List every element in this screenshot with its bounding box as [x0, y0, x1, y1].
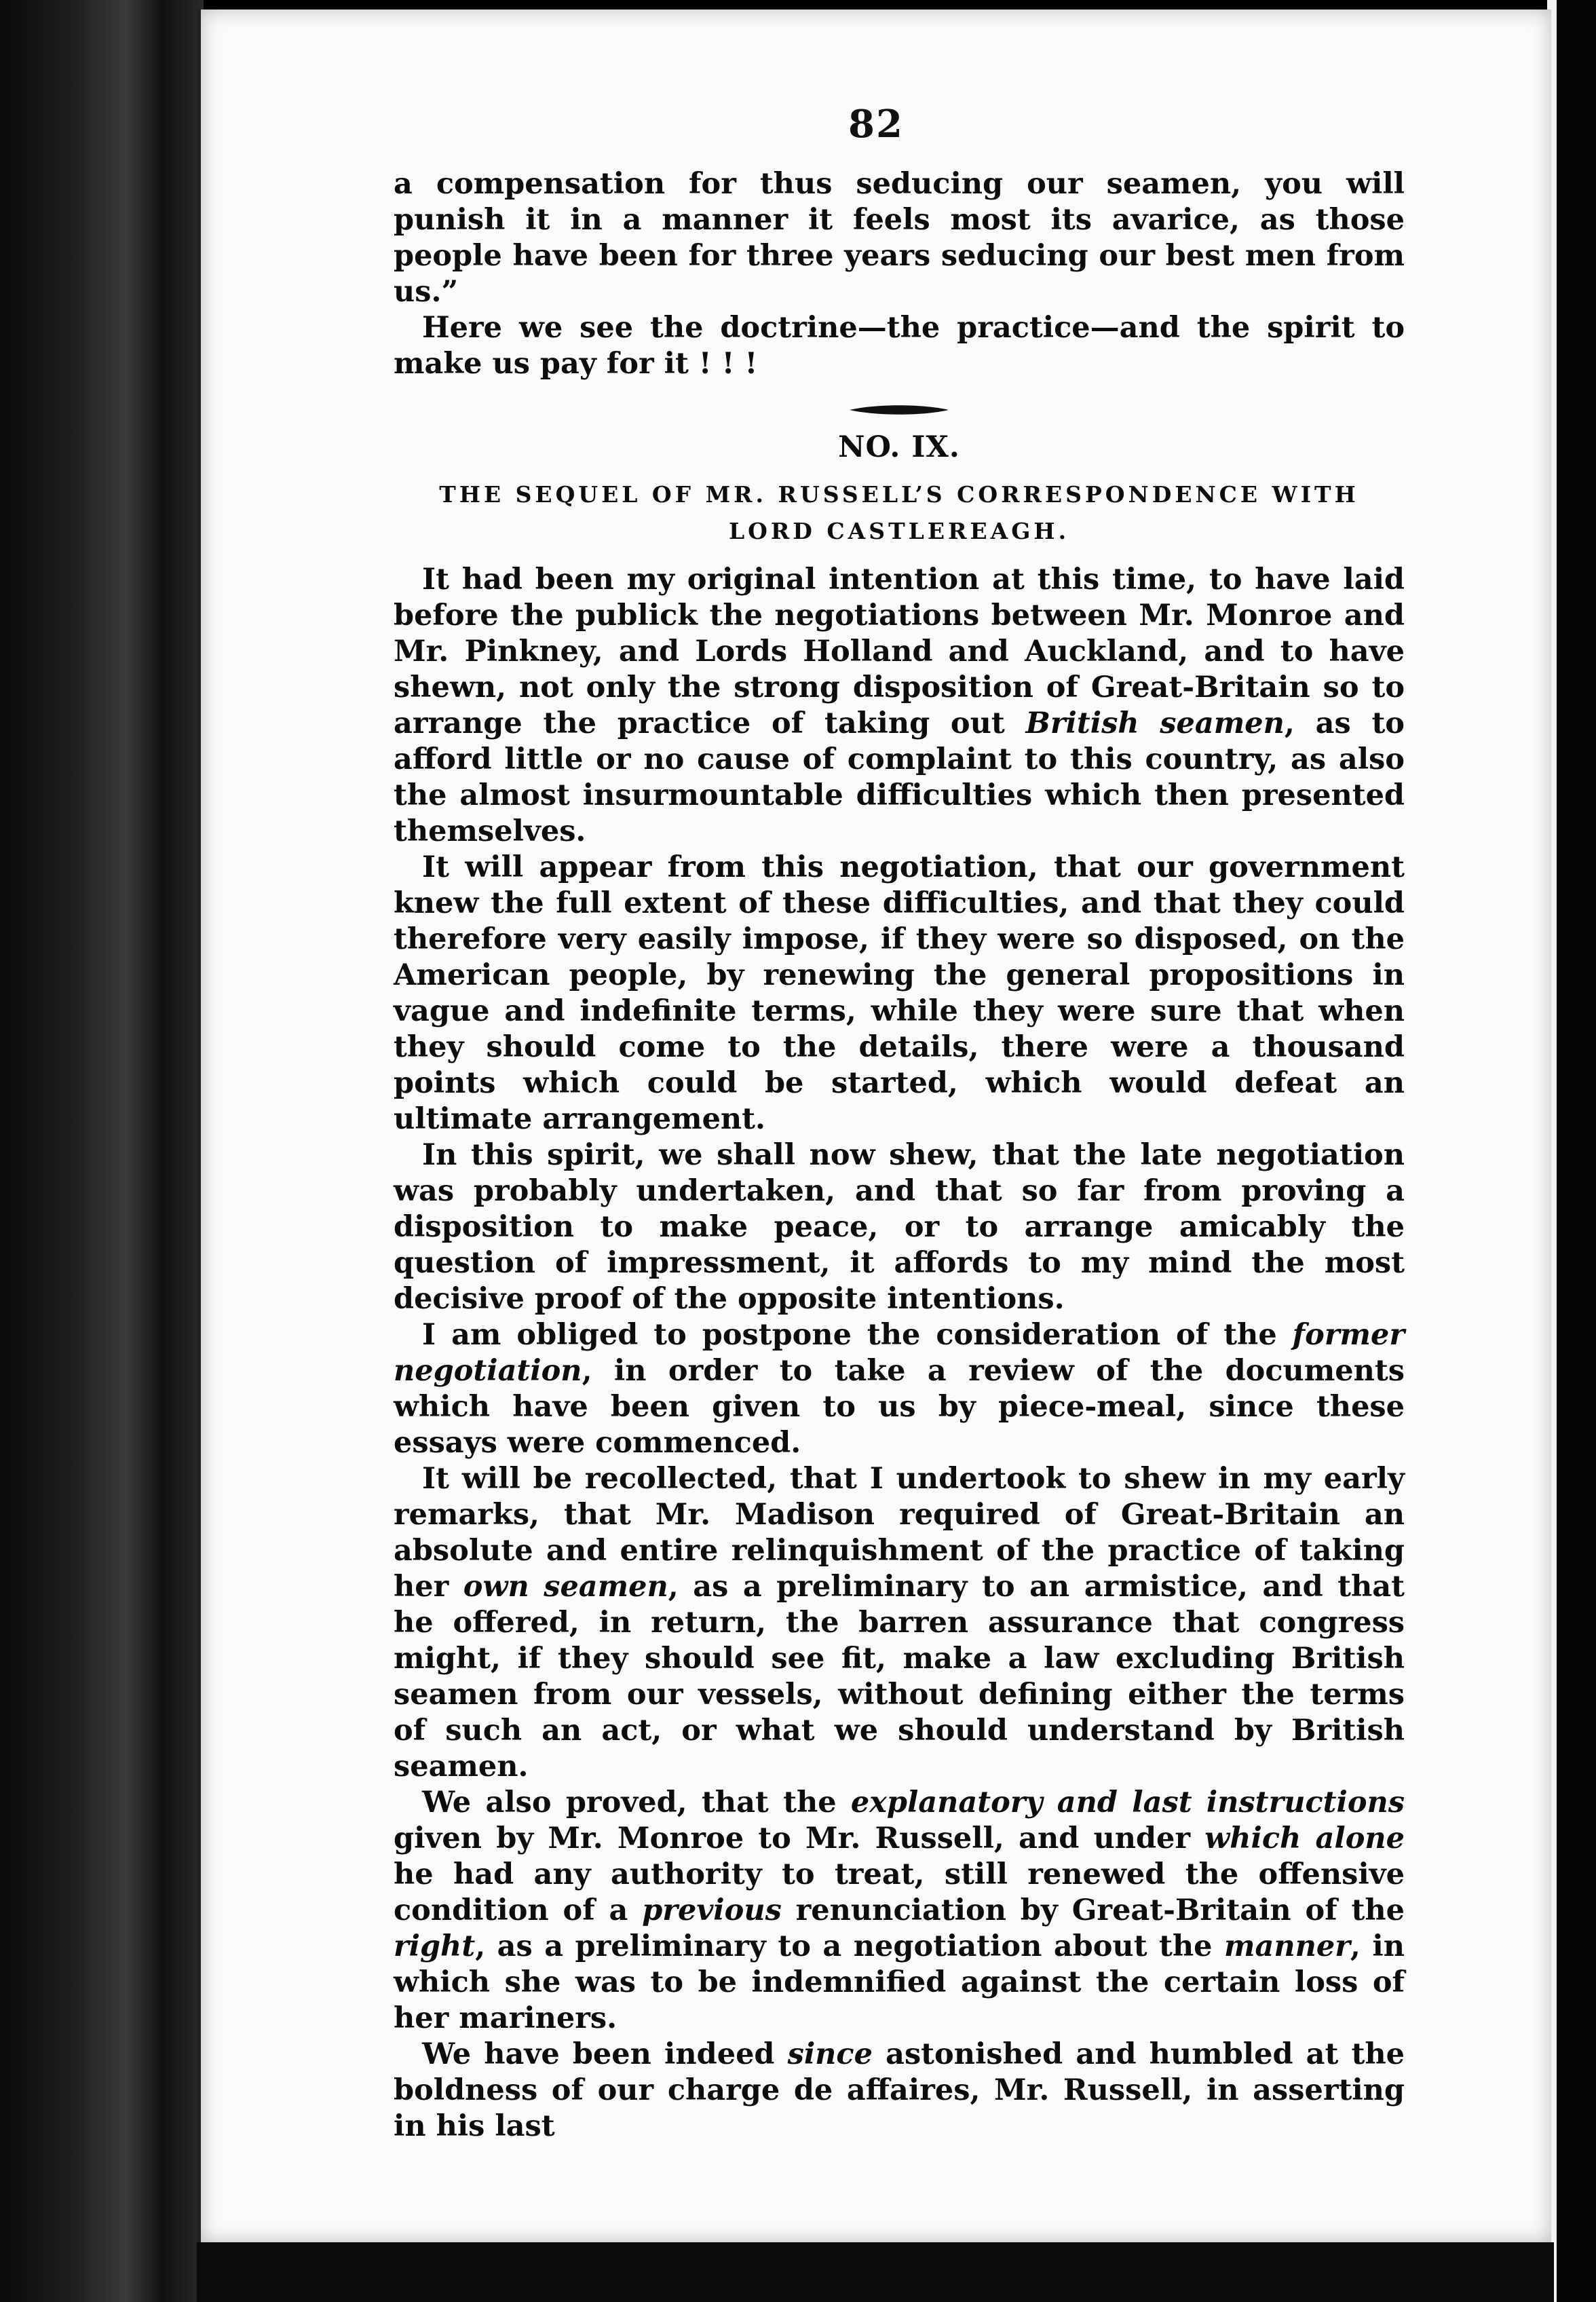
page-text: [394, 166, 1405, 2145]
section-divider-ornament: [848, 402, 950, 417]
paragraph-4: I am obliged to postpone the consideration of the former negotiation, in order to take a review of the documents which have been given to us by piece-meal, since these essays were commenced.: [394, 1318, 1405, 1460]
paragraph-7: We have been indeed since astonished and humbled at the boldness of our charge de affaires, Mr. Russell, in asserting in his last: [394, 2037, 1405, 2143]
page-number: 82: [848, 102, 904, 147]
paragraph-2: It will appear from this negotiation, that our government knew the full extent of these difficulties, and that they could therefore very easily impose, if they were so disposed, on the American people, by renewing the general propositions in vague and indefinite terms, while they were sure that when they should come to the details, there were a thousand points which could be started, which would defeat an ultimate arrangement.: [394, 850, 1405, 1136]
bottom-scan-edge: [197, 2242, 1554, 2302]
book-binding-margin: [0, 0, 204, 2302]
facing-page-edge: [1547, 0, 1596, 2302]
paragraph-5: It will be recollected, that I undertook to shew in my early remarks, that Mr. Madison required of Great-Britain an absolute and entire relinquishment of the practice of taking her own seamen, as a preliminary to an armistice, and that he offered, in return, the barren assurance that congress might, if they should see fit, make a law excluding British seamen from our vessels, without defining either the terms of such an act, or what we should understand by British seamen.: [394, 1462, 1405, 1784]
section-number: NO. IX.: [838, 430, 960, 464]
section-heading: THE SEQUEL OF MR. RUSSELL’S CORRESPONDENCE WITH LORD CASTLEREAGH.: [439, 481, 1359, 544]
paragraph-1: It had been my original intention at this time, to have laid before the publick the negotiations between Mr. Monroe and Mr. Pinkney, and Lords Holland and Auckland, and to have shewn, not only the strong disposition of Great-Britain so to arrange the practice of taking out British seamen, as to afford little or no cause of complaint to this country, as also the almost insurmountable difficulties which then presented themselves.: [394, 563, 1405, 848]
paragraph-6: We also proved, that the explanatory and last instructions given by Mr. Monroe to Mr. Russell, and under which alone he had any authority to treat, still renewed the offensive condition of a previous renunciation by Great-Britain of the right, as a preliminary to a negotiation about the manner, in which she was to be indemnified against the certain loss of her mariners.: [394, 1786, 1405, 2035]
paragraph-3: In this spirit, we shall now shew, that the late negotiation was probably undertaken, and that so far from proving a disposition to make peace, or to arrange amicably the question of impressment, it affords to my mind the most decisive proof of the opposite intentions.: [394, 1138, 1405, 1316]
paragraph-doctrine: Here we see the doctrine—the practice—and the spirit to make us pay for it ! ! !: [394, 311, 1405, 381]
paragraph-quote-end: a compensation for thus seducing our seamen, you will punish it in a manner it feels most its avarice, as those people have been for three years seducing our best men from us.”: [394, 167, 1405, 309]
